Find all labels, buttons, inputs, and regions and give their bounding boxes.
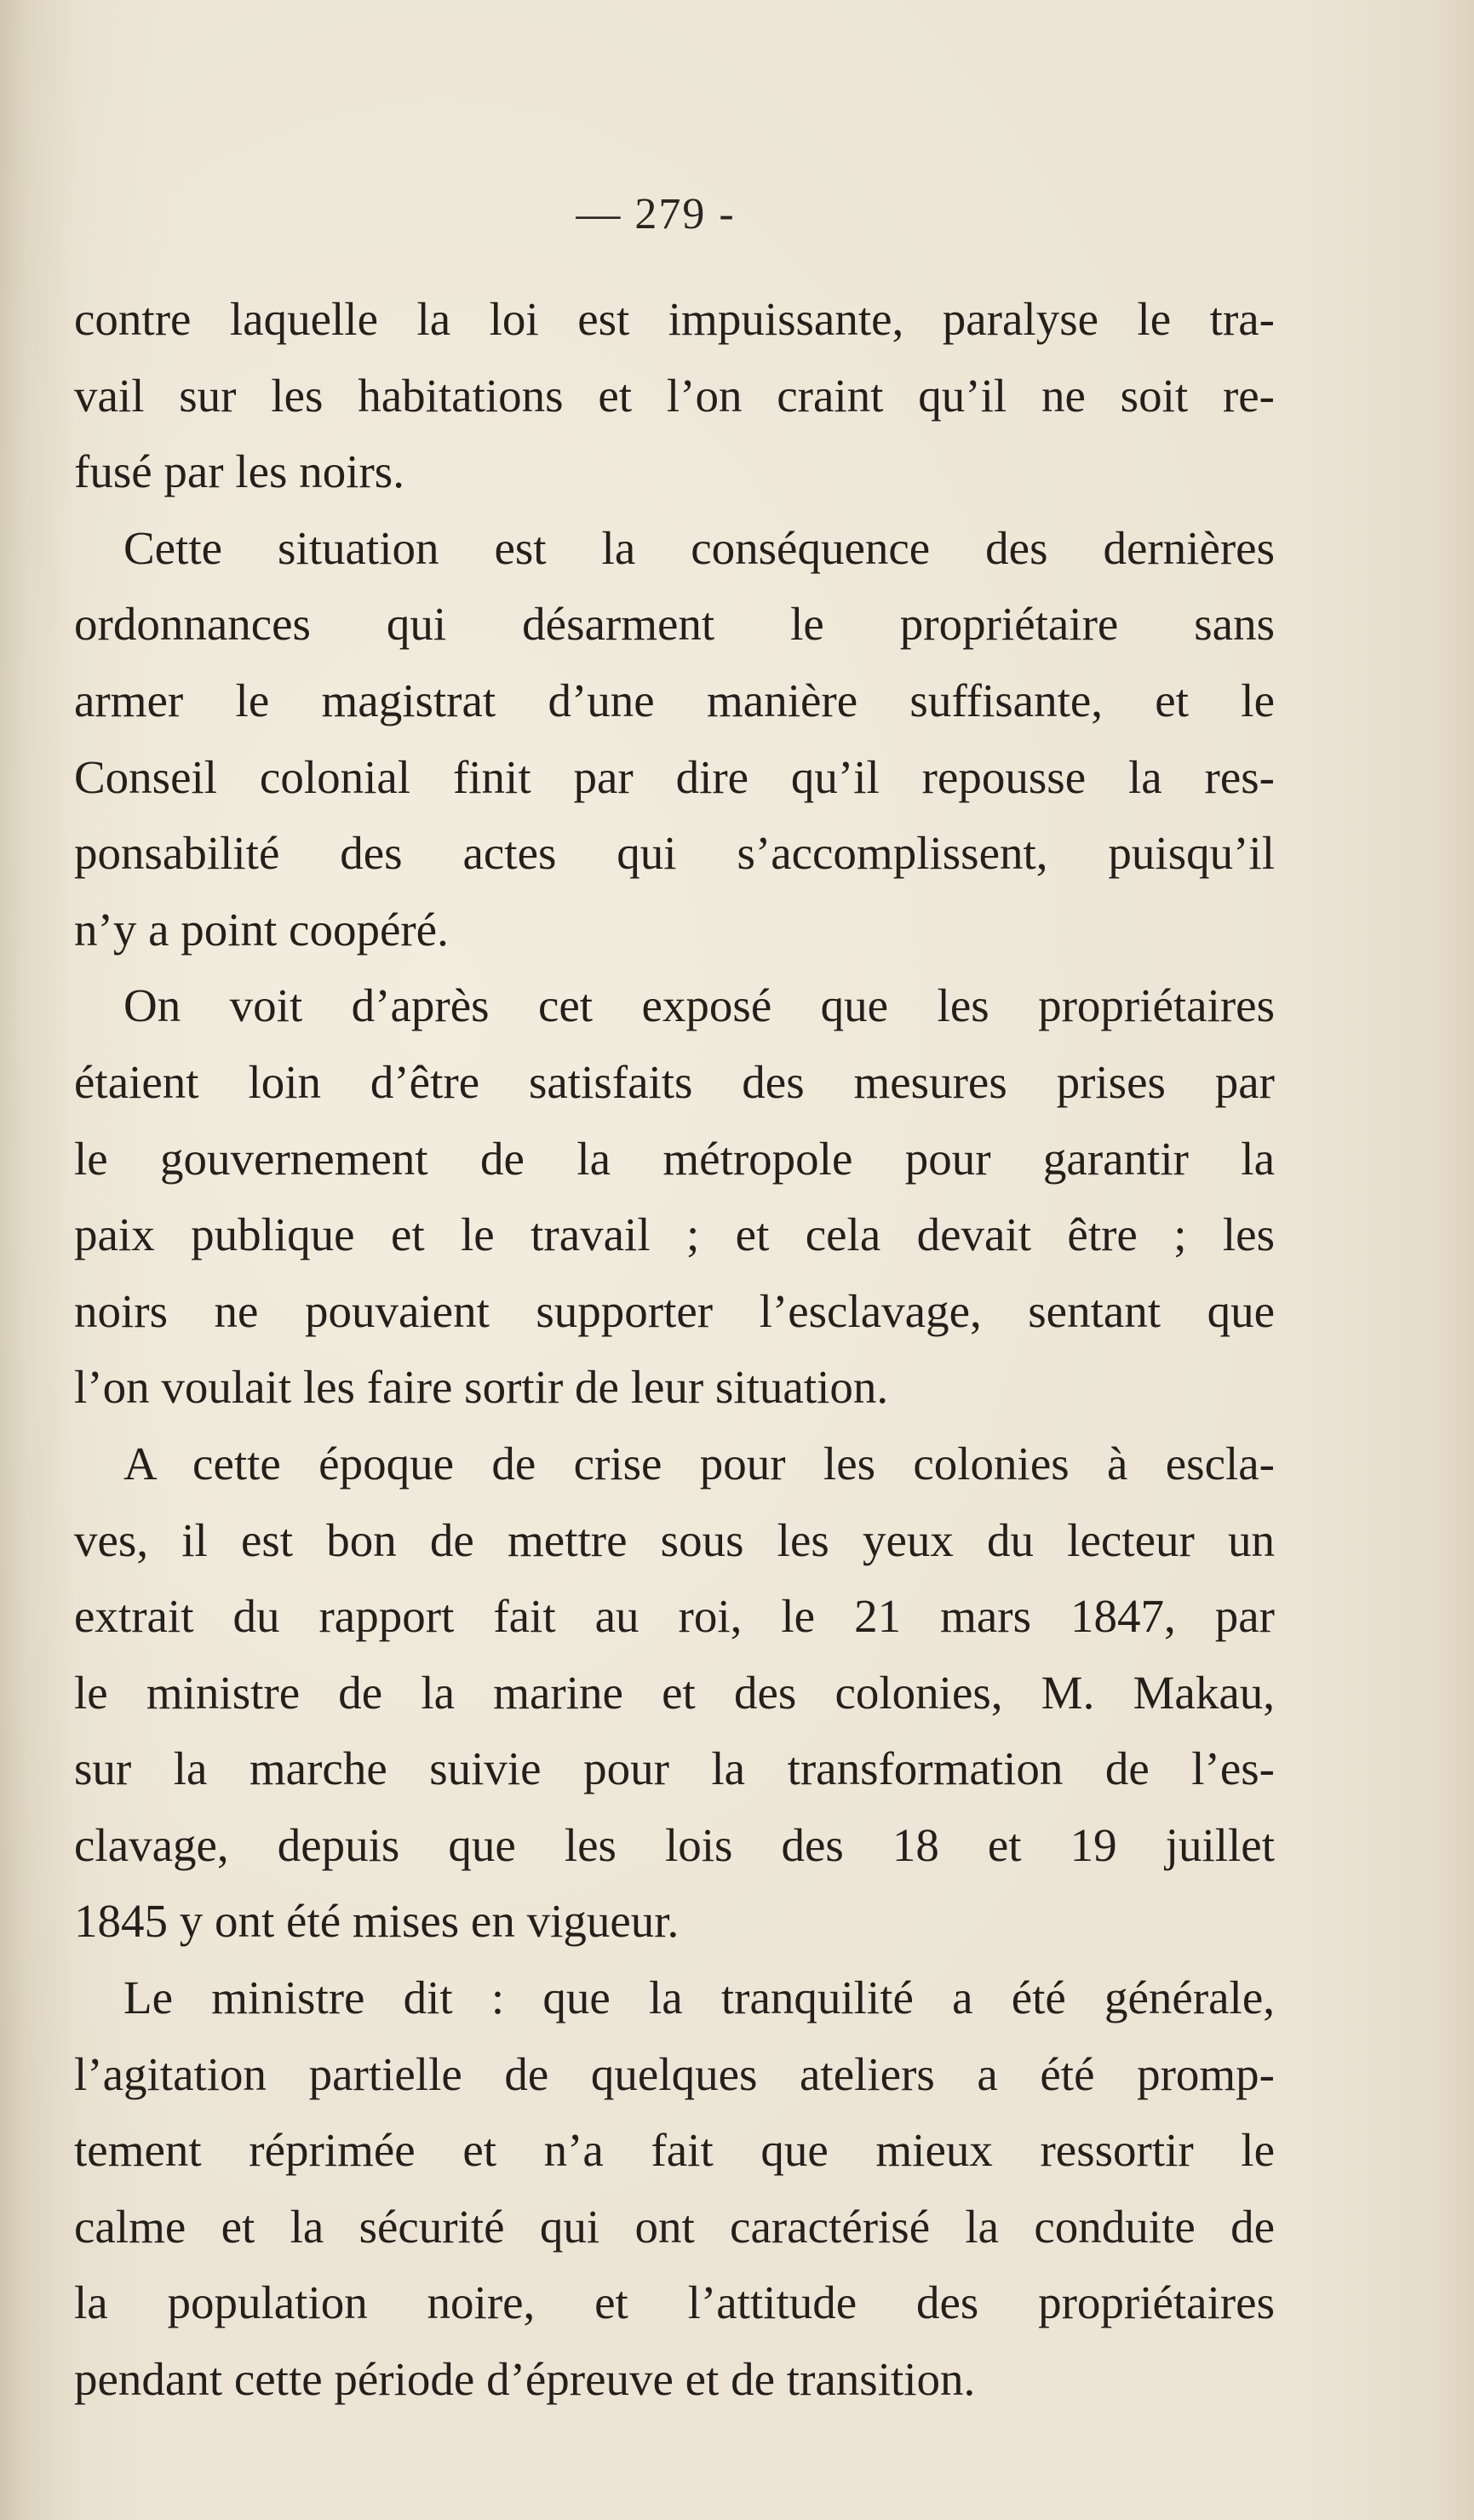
text-line: ordonnances qui désarment le propriétaire sans bbox=[74, 598, 1275, 651]
text-line: le ministre de la marine et des colonies, M. Makau, bbox=[74, 1666, 1275, 1719]
text-line: la population noire, et l’attitude des propriétaires bbox=[74, 2276, 1275, 2329]
text-line: On voit d’après cet exposé que les propriétaires bbox=[123, 979, 1275, 1032]
text-line: pendant cette période d’épreuve et de transition. bbox=[74, 2353, 976, 2406]
body-text bbox=[74, 281, 1275, 2418]
text-line: noirs ne pouvaient supporter l’esclavage, sentant que bbox=[74, 1284, 1275, 1337]
text-line: l’agitation partielle de quelques ateliers a été promp- bbox=[74, 2047, 1275, 2100]
text-line: clavage, depuis que les lois des 18 et 19 juillet bbox=[74, 1818, 1275, 1871]
text-line: Cette situation est la conséquence des dernières bbox=[123, 521, 1275, 574]
text-line: 1845 y ont été mises en vigueur. bbox=[74, 1895, 680, 1948]
page-number: — 279 - bbox=[576, 190, 736, 238]
text-line: ponsabilité des actes qui s’accomplissent, puisqu’il bbox=[74, 827, 1275, 880]
text-line: Le ministre dit : que la tranquilité a été générale, bbox=[123, 1972, 1275, 2024]
text-line: n’y a point coopéré. bbox=[74, 903, 449, 956]
text-line: sur la marche suivie pour la transformation de l’es- bbox=[74, 1742, 1275, 1795]
text-line: armer le magistrat d’une manière suffisante, et le bbox=[74, 674, 1275, 726]
text-line: calme et la sécurité qui ont caractérisé la conduite de bbox=[74, 2200, 1275, 2253]
text-line: A cette époque de crise pour les colonies à escla- bbox=[123, 1437, 1275, 1490]
text-line: fusé par les noirs. bbox=[74, 445, 404, 498]
text-line: vail sur les habitations et l’on craint qu’il ne soit re- bbox=[74, 369, 1275, 422]
text-line: étaient loin d’être satisfaits des mesures prises par bbox=[74, 1055, 1275, 1108]
text-line: paix publique et le travail ; et cela devait être ; les bbox=[74, 1208, 1275, 1261]
text-line: l’on voulait les faire sortir de leur situation. bbox=[74, 1361, 889, 1414]
text-line: tement réprimée et n’a fait que mieux ressortir le bbox=[74, 2124, 1275, 2177]
text-line: ves, il est bon de mettre sous les yeux du lecteur un bbox=[74, 1513, 1275, 1566]
text-line: le gouvernement de la métropole pour garantir la bbox=[74, 1132, 1275, 1185]
text-line: extrait du rapport fait au roi, le 21 mars 1847, par bbox=[74, 1590, 1275, 1643]
text-line: Conseil colonial finit par dire qu’il repousse la res- bbox=[74, 750, 1275, 803]
text-line: contre laquelle la loi est impuissante, paralyse le tra- bbox=[74, 293, 1275, 345]
